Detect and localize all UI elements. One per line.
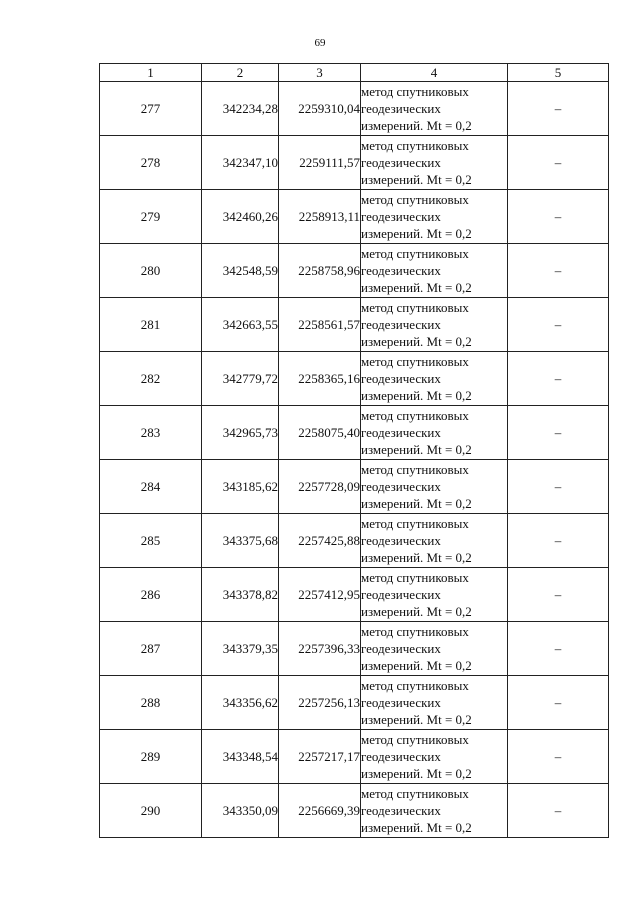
column-header: 3: [279, 64, 361, 82]
x-coordinate-cell: 342460,26: [202, 190, 279, 244]
note-cell: –: [508, 514, 609, 568]
point-number-cell: 281: [100, 298, 202, 352]
x-coordinate-cell: 343356,62: [202, 676, 279, 730]
table-row: [100, 244, 609, 298]
method-line: геодезических: [361, 155, 441, 170]
point-number-cell: 285: [100, 514, 202, 568]
x-coordinate-cell: 343378,82: [202, 568, 279, 622]
method-line: геодезических: [361, 425, 441, 440]
method-cell: [361, 730, 508, 784]
method-cell: [361, 784, 508, 838]
method-line: измерений. Mt = 0,2: [361, 226, 472, 241]
method-line: метод спутниковых: [361, 246, 469, 261]
method-cell: [361, 568, 508, 622]
table-row: [100, 514, 609, 568]
method-line: измерений. Mt = 0,2: [361, 172, 472, 187]
method-line: геодезических: [361, 101, 441, 116]
method-line: геодезических: [361, 749, 441, 764]
method-line: геодезических: [361, 695, 441, 710]
method-line: измерений. Mt = 0,2: [361, 280, 472, 295]
method-cell: [361, 352, 508, 406]
method-line: геодезических: [361, 209, 441, 224]
y-coordinate-cell: 2257256,13: [279, 676, 361, 730]
method-line: метод спутниковых: [361, 408, 469, 423]
method-line: метод спутниковых: [361, 462, 469, 477]
method-line: геодезических: [361, 803, 441, 818]
method-line: измерений. Mt = 0,2: [361, 442, 472, 457]
method-line: измерений. Mt = 0,2: [361, 118, 472, 133]
x-coordinate-cell: 343375,68: [202, 514, 279, 568]
y-coordinate-cell: 2257412,95: [279, 568, 361, 622]
method-line: геодезических: [361, 479, 441, 494]
method-cell: [361, 298, 508, 352]
table-row: [100, 82, 609, 136]
table-row: [100, 784, 609, 838]
method-line: геодезических: [361, 317, 441, 332]
method-cell: [361, 622, 508, 676]
method-line: геодезических: [361, 533, 441, 548]
note-cell: –: [508, 406, 609, 460]
point-number-cell: 280: [100, 244, 202, 298]
method-line: измерений. Mt = 0,2: [361, 550, 472, 565]
note-cell: –: [508, 622, 609, 676]
method-cell: [361, 190, 508, 244]
table-row: [100, 622, 609, 676]
method-line: измерений. Mt = 0,2: [361, 388, 472, 403]
column-header: 1: [100, 64, 202, 82]
y-coordinate-cell: 2257217,17: [279, 730, 361, 784]
point-number-cell: 290: [100, 784, 202, 838]
method-line: геодезических: [361, 641, 441, 656]
x-coordinate-cell: 343350,09: [202, 784, 279, 838]
table-row: [100, 190, 609, 244]
method-line: метод спутниковых: [361, 732, 469, 747]
table-row: [100, 730, 609, 784]
point-number-cell: 278: [100, 136, 202, 190]
method-line: метод спутниковых: [361, 570, 469, 585]
x-coordinate-cell: 342347,10: [202, 136, 279, 190]
point-number-cell: 287: [100, 622, 202, 676]
y-coordinate-cell: 2259310,04: [279, 82, 361, 136]
coordinates-table: [99, 63, 609, 838]
point-number-cell: 283: [100, 406, 202, 460]
y-coordinate-cell: 2256669,39: [279, 784, 361, 838]
method-cell: [361, 136, 508, 190]
method-line: измерений. Mt = 0,2: [361, 820, 472, 835]
method-line: геодезических: [361, 371, 441, 386]
note-cell: –: [508, 784, 609, 838]
note-cell: –: [508, 730, 609, 784]
method-line: метод спутниковых: [361, 192, 469, 207]
method-line: измерений. Mt = 0,2: [361, 496, 472, 511]
table-row: [100, 352, 609, 406]
method-line: измерений. Mt = 0,2: [361, 334, 472, 349]
note-cell: –: [508, 136, 609, 190]
method-line: измерений. Mt = 0,2: [361, 766, 472, 781]
method-line: метод спутниковых: [361, 354, 469, 369]
table-header-row: [100, 64, 609, 82]
method-line: геодезических: [361, 587, 441, 602]
table-row: [100, 136, 609, 190]
note-cell: –: [508, 460, 609, 514]
method-line: метод спутниковых: [361, 624, 469, 639]
method-line: метод спутниковых: [361, 516, 469, 531]
column-header: 4: [361, 64, 508, 82]
note-cell: –: [508, 82, 609, 136]
note-cell: –: [508, 190, 609, 244]
table-row: [100, 298, 609, 352]
note-cell: –: [508, 244, 609, 298]
note-cell: –: [508, 676, 609, 730]
table-row: [100, 568, 609, 622]
method-cell: [361, 244, 508, 298]
y-coordinate-cell: 2258075,40: [279, 406, 361, 460]
method-line: метод спутниковых: [361, 138, 469, 153]
method-line: измерений. Mt = 0,2: [361, 658, 472, 673]
point-number-cell: 282: [100, 352, 202, 406]
x-coordinate-cell: 342234,28: [202, 82, 279, 136]
y-coordinate-cell: 2259111,57: [279, 136, 361, 190]
table-row: [100, 676, 609, 730]
method-line: измерений. Mt = 0,2: [361, 604, 472, 619]
y-coordinate-cell: 2257728,09: [279, 460, 361, 514]
y-coordinate-cell: 2257396,33: [279, 622, 361, 676]
table-row: [100, 406, 609, 460]
note-cell: –: [508, 298, 609, 352]
x-coordinate-cell: 342548,59: [202, 244, 279, 298]
point-number-cell: 288: [100, 676, 202, 730]
x-coordinate-cell: 343348,54: [202, 730, 279, 784]
method-line: метод спутниковых: [361, 678, 469, 693]
point-number-cell: 279: [100, 190, 202, 244]
column-header: 5: [508, 64, 609, 82]
x-coordinate-cell: 343379,35: [202, 622, 279, 676]
column-header: 2: [202, 64, 279, 82]
page-number: 69: [314, 37, 326, 49]
method-line: измерений. Mt = 0,2: [361, 712, 472, 727]
point-number-cell: 289: [100, 730, 202, 784]
x-coordinate-cell: 342663,55: [202, 298, 279, 352]
note-cell: –: [508, 352, 609, 406]
method-line: метод спутниковых: [361, 84, 469, 99]
method-cell: [361, 460, 508, 514]
method-cell: [361, 676, 508, 730]
y-coordinate-cell: 2257425,88: [279, 514, 361, 568]
y-coordinate-cell: 2258365,16: [279, 352, 361, 406]
point-number-cell: 277: [100, 82, 202, 136]
point-number-cell: 286: [100, 568, 202, 622]
note-cell: –: [508, 568, 609, 622]
method-line: геодезических: [361, 263, 441, 278]
y-coordinate-cell: 2258561,57: [279, 298, 361, 352]
x-coordinate-cell: 342965,73: [202, 406, 279, 460]
method-line: метод спутниковых: [361, 300, 469, 315]
method-line: метод спутниковых: [361, 786, 469, 801]
method-cell: [361, 82, 508, 136]
y-coordinate-cell: 2258758,96: [279, 244, 361, 298]
x-coordinate-cell: 343185,62: [202, 460, 279, 514]
method-cell: [361, 406, 508, 460]
y-coordinate-cell: 2258913,11: [279, 190, 361, 244]
method-cell: [361, 514, 508, 568]
point-number-cell: 284: [100, 460, 202, 514]
table-row: [100, 460, 609, 514]
x-coordinate-cell: 342779,72: [202, 352, 279, 406]
